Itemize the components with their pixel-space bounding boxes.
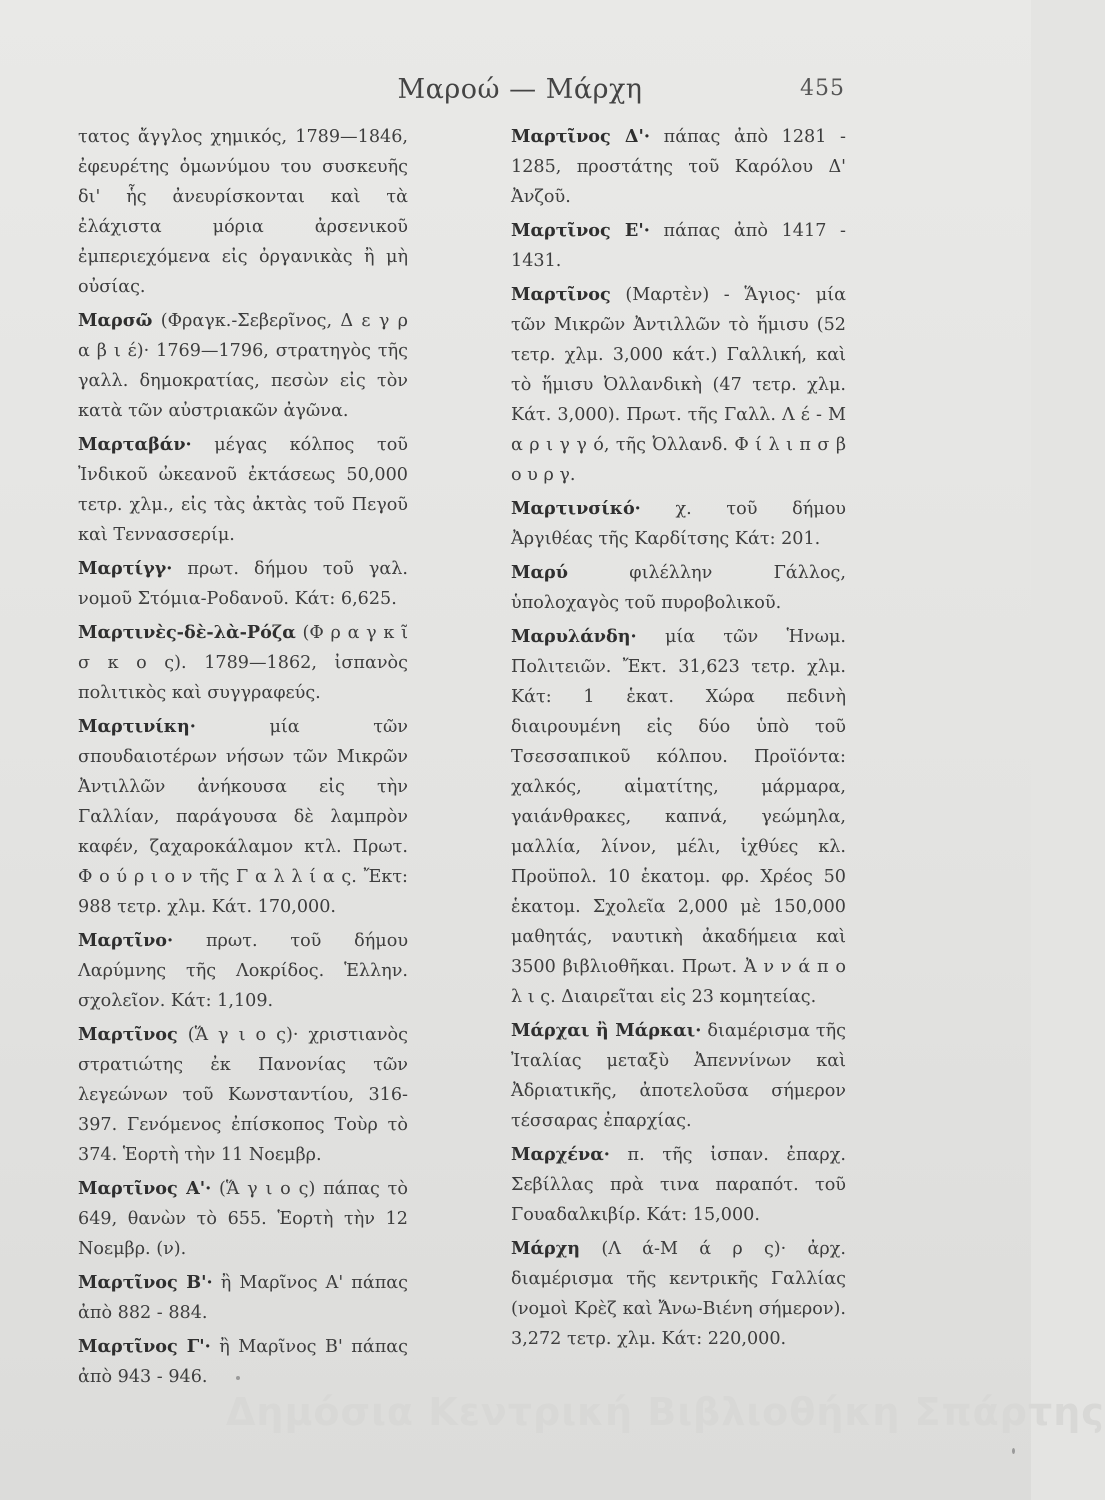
entry-headword: Μαρτῖνο· bbox=[78, 930, 174, 951]
entry-text: πάπας ἀπὸ 1281 - 1285, προστάτης τοῦ Καρόλου Δ' Ἀνζοῦ. bbox=[511, 127, 846, 207]
entry-headword: Μαρτῖνος Β'· bbox=[78, 1272, 213, 1293]
dictionary-entry bbox=[78, 1332, 408, 1392]
entry-headword: Μαρτῖνος bbox=[511, 284, 611, 305]
entry-text: πρωτ. δήμου τοῦ γαλ. νομοῦ Στόμια-Ροδανοῦ. Κάτ: 6,625. bbox=[78, 559, 409, 609]
entry-headword: Μαρταβάν· bbox=[78, 434, 192, 455]
dictionary-entry bbox=[511, 1234, 846, 1354]
page-header bbox=[0, 74, 1031, 114]
left-column bbox=[78, 122, 408, 1396]
entry-text: ἢ Μαρῖνος Α' πάπας ἀπὸ 882 - 884. bbox=[78, 1273, 408, 1323]
entry-headword: Μαρχένα· bbox=[511, 1144, 610, 1165]
dictionary-entry bbox=[511, 122, 846, 212]
dictionary-entry bbox=[78, 712, 408, 922]
entry-headword: Μαρτῖνος Γ'· bbox=[78, 1336, 211, 1357]
entry-text: τατος ἄγγλος χημικός, 1789—1846, ἐφευρέτης ὁμωνύμου του συσκευῆς δι' ἧς ἀνευρίσκονται καὶ τὰ ἐλάχιστα μόρια ἀρσενικοῦ ἐμπεριεχόμενα εἰς ὀργανικὰς ἢ μὴ οὐσίας. bbox=[78, 127, 408, 297]
dictionary-entry bbox=[511, 558, 846, 618]
entry-text: χ. τοῦ δήμου Ἀργιθέας τῆς Καρδίτσης Κάτ: 201. bbox=[511, 499, 846, 549]
dictionary-entry bbox=[78, 306, 408, 426]
dictionary-entry bbox=[511, 1016, 846, 1136]
entry-text: (Μαρτὲν) - Ἅγιος· μία τῶν Μικρῶν Ἀντιλλῶν τὸ ἥμισυ (52 τετρ. χλμ. 3,000 κάτ.) Γαλλική, καὶ τὸ ἥμισυ Ὀλλανδικὴ (47 τετρ. χλμ. Κάτ. 3,000). Πρωτ. τῆς Γαλλ. Λ έ - Μ α ρ ι γ γ ό, τῆς Ὀλλανδ. Φ ί λ ι π σ β ο υ ρ γ. bbox=[511, 285, 847, 485]
entry-text: (Ἅ γ ι ο ς) πάπας τὸ 649, θανὼν τὸ 655. Ἑορτὴ τὴν 12 Νοεμβρ. (ν). bbox=[78, 1179, 408, 1259]
entry-text: (Φραγκ.-Σεβερῖνος, Δ ε γ ρ α β ι έ)· 1769—1796, στρατηγὸς τῆς γαλλ. δημοκρατίας, πεσὼν εἰς τὸν κατὰ τῶν αὐστριακῶν ἀγῶνα. bbox=[78, 311, 408, 421]
entry-headword: Μαρυλάνδη· bbox=[511, 626, 637, 647]
dictionary-entry bbox=[78, 554, 408, 614]
print-speck bbox=[236, 1376, 240, 1380]
entry-headword: Μαρτῖνος Α'· bbox=[78, 1178, 212, 1199]
dictionary-entry bbox=[511, 622, 846, 1012]
running-title: Μαροώ — Μάρχη bbox=[397, 74, 643, 105]
entry-headword: Μαρύ bbox=[511, 562, 568, 583]
dictionary-entry bbox=[78, 1268, 408, 1328]
dictionary-entry bbox=[78, 430, 408, 550]
entry-headword: Μαρτίγγ· bbox=[78, 558, 173, 579]
dictionary-entry bbox=[511, 280, 846, 490]
entry-text: πάπας ἀπὸ 1417 - 1431. bbox=[511, 221, 846, 271]
entry-text: (Φ ρ α γ κ ῖ σ κ ο ς). 1789—1862, ἰσπανὸς πολιτικὸς καὶ συγγραφεύς. bbox=[78, 623, 409, 703]
entry-text: π. τῆς ἰσπαν. ἐπαρχ. Σεβίλλας πρὰ τινα παραπότ. τοῦ Γουαδαλκιβίρ. Κάτ: 15,000. bbox=[511, 1145, 846, 1225]
dictionary-entry bbox=[511, 216, 846, 276]
entry-headword: Μαρσῶ bbox=[78, 310, 153, 331]
entry-text: ἢ Μαρῖνος Β' πάπας ἀπὸ 943 - 946. bbox=[78, 1337, 409, 1387]
entry-text: μία τῶν σπουδαιοτέρων νήσων τῶν Μικρῶν Ἀντιλλῶν ἀνήκουσα εἰς τὴν Γαλλίαν, παράγουσα δὲ λαμπρὸν καφέν, ζαχαροκάλαμον κτλ. Πρωτ. Φ ο ύ ρ ι ο ν τῆς Γ α λ λ ί α ς. Ἔκτ: 988 τετρ. χλμ. Κάτ. 170,000. bbox=[78, 717, 408, 917]
entry-headword: Μάρχαι ἢ Μάρκαι· bbox=[511, 1020, 702, 1041]
library-watermark: Δημόσια Κεντρική Βιβλιοθήκη Σπάρτης bbox=[226, 1390, 1105, 1434]
entry-text: μέγας κόλπος τοῦ Ἰνδικοῦ ὠκεανοῦ ἐκτάσεως 50,000 τετρ. χλμ., εἰς τὰς ἀκτὰς τοῦ Πεγοῦ καὶ Τεννασσερίμ. bbox=[78, 435, 408, 545]
dictionary-entry bbox=[78, 618, 408, 708]
print-speck bbox=[1012, 1448, 1015, 1454]
entry-headword: Μαρτῖνος Ε'· bbox=[511, 220, 650, 241]
entry-text: πρωτ. τοῦ δήμου Λαρύμνης τῆς Λοκρίδος. Ἑλλην. σχολεῖον. Κάτ: 1,109. bbox=[78, 931, 409, 1011]
right-column bbox=[511, 122, 846, 1358]
entry-text: (Λ ά-Μ ά ρ ς)· ἀρχ. διαμέρισμα τῆς κεντρικῆς Γαλλίας (νοµοὶ Κρὲζ καὶ Ἄνω-Βιένη σήμερον). 3,272 τετρ. χλμ. Κάτ: 220,000. bbox=[511, 1239, 846, 1349]
entry-headword: Μαρτινὲς-δὲ-λὰ-Ρόζα bbox=[78, 622, 296, 643]
entry-text: (Ἅ γ ι ο ς)· χριστιανὸς στρατιώτης ἐκ Πανονίας τῶν λεγεώνων τοῦ Κωνσταντίου, 316-397. Γενόμενος ἐπίσκοπος Τοὺρ τὸ 374. Ἑορτὴ τὴν 11 Νοεμβρ. bbox=[78, 1025, 408, 1165]
dictionary-entry bbox=[78, 926, 408, 1016]
dictionary-entry bbox=[511, 1140, 846, 1230]
dictionary-entry bbox=[78, 122, 408, 302]
entry-text: φιλέλλην Γάλλος, ὑπολοχαγὸς τοῦ πυροβολικοῦ. bbox=[511, 563, 847, 613]
entry-headword: Μαρτινσίκό· bbox=[511, 498, 641, 519]
entry-headword: Μαρτῖνος bbox=[78, 1024, 178, 1045]
dictionary-entry bbox=[511, 494, 846, 554]
dictionary-entry bbox=[78, 1174, 408, 1264]
entry-text: μία τῶν Ἡνωμ. Πολιτειῶν. Ἔκτ. 31,623 τετρ. χλμ. Κάτ: 1 ἑκατ. Χώρα πεδινὴ διαιρουμένη εἰς δύο ὑπὸ τοῦ Τσεσσαπικοῦ κόλπου. Προϊόντα: χαλκός, αἱματίτης, μάρμαρα, γαιάνθρακες, καπνά, γεώμηλα, μαλλία, λίνον, μέλι, ἰχθύες κλ. Προϋπολ. 10 ἑκατομ. φρ. Χρέος 50 ἑκατομ. Σχολεῖα 2,000 μὲ 150,000 μαθητάς, ναυτικὴ ἀκαδήμεια καὶ 3500 βιβλιοθῆκαι. Πρωτ. Ἀ ν ν ά π ο λ ι ς. Διαιρεῖται εἰς 23 κομητείας. bbox=[511, 627, 847, 1007]
entry-headword: Μάρχη bbox=[511, 1238, 581, 1259]
entry-headword: Μαρτῖνος Δ'· bbox=[511, 126, 651, 147]
entry-headword: Μαρτινίκη· bbox=[78, 716, 196, 737]
entry-text: διαμέρισμα τῆς Ἰταλίας μεταξὺ Ἀπεννίνων καὶ Ἀδριατικῆς, ἀποτελοῦσα σήμερον τέσσαρας ἐπαρχίας. bbox=[511, 1021, 846, 1131]
page-number: 455 bbox=[800, 76, 845, 101]
dictionary-entry bbox=[78, 1020, 408, 1170]
